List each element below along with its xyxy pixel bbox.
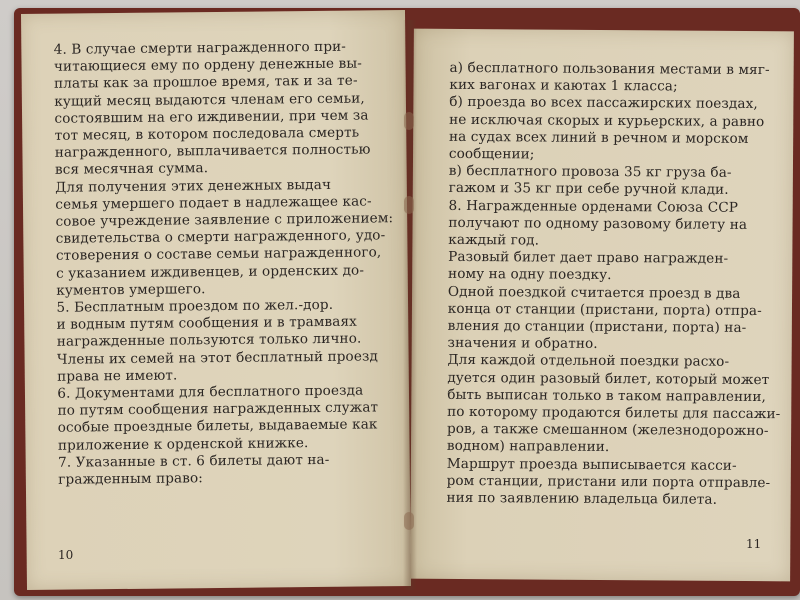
text-line: 4. В случае смерти награжденного при- bbox=[53, 38, 347, 58]
text-line: и водным путям сообщения и в трамваях bbox=[56, 313, 357, 334]
right-page-text bbox=[446, 60, 779, 510]
binding-stitch bbox=[404, 112, 414, 130]
text-line: по которому продаются билеты для пассажи- bbox=[447, 403, 781, 423]
text-line: читающиеся ему по ордену денежные вы- bbox=[53, 55, 362, 75]
text-line: на судах всех линий в речном и морском bbox=[448, 128, 749, 147]
text-line: ров, а также смешанном (железнодорожно- bbox=[446, 421, 769, 440]
text-line: Разовый билет дает право награжден- bbox=[448, 249, 729, 268]
text-line: семья умершего подает в надлежащее кас- bbox=[55, 193, 372, 213]
text-line: дуется один разовый билет, который может bbox=[447, 369, 770, 388]
text-line: вся месячная сумма. bbox=[54, 160, 209, 179]
text-line: с указанием иждивенцев, и орденских до- bbox=[56, 262, 365, 282]
text-line: в) бесплатного провоза 35 кг груза ба- bbox=[448, 163, 732, 182]
text-line: Маршрут проезда выписывается касси- bbox=[446, 455, 737, 474]
text-line: Для получения этих денежных выдач bbox=[55, 176, 332, 196]
text-line: свидетельства о смерти награжденного, удо- bbox=[55, 227, 386, 248]
text-line: приложение к орденской книжке. bbox=[57, 434, 309, 454]
text-line: не исключая скорых и курьерских, а равно bbox=[449, 111, 765, 130]
page-number-left: 10 bbox=[58, 548, 74, 562]
text-line: ром станции, пристани или порта отправле- bbox=[446, 472, 771, 491]
text-line: награжденного, выплачивается полностью bbox=[54, 141, 371, 161]
text-line: Для каждой отдельной поездки расхо- bbox=[447, 352, 730, 371]
text-line: б) проезда во всех пассажирских поездах, bbox=[449, 94, 758, 113]
text-line: особые проездные билеты, выдаваемые как bbox=[57, 416, 378, 437]
text-line: кументов умершего. bbox=[56, 281, 206, 299]
text-line: конца от станции (пристани, порта) отпра- bbox=[447, 300, 762, 319]
text-line: вления до станции (пристани, порта) на- bbox=[447, 317, 747, 336]
text-line: ких вагонах и каютах 1 класса; bbox=[449, 77, 678, 95]
text-line: Члены их семей на этот бесплатный проезд bbox=[56, 348, 378, 368]
text-line: получают по одному разовому билету на bbox=[448, 214, 748, 233]
text-line: ному на одну поездку. bbox=[448, 266, 612, 284]
binding-stitch bbox=[404, 512, 414, 530]
text-line: 7. Указанные в ст. 6 билеты дают на- bbox=[57, 451, 330, 471]
text-line: 5. Бесплатным проездом по жел.-дор. bbox=[56, 296, 334, 316]
text-line: а) бесплатного пользования местами в мяг- bbox=[449, 59, 770, 79]
binding-stitch bbox=[404, 196, 414, 214]
text-line: совое учреждение заявление с приложением: bbox=[55, 210, 394, 230]
text-line: гажом и 35 кг при себе ручной клади. bbox=[448, 180, 729, 199]
book-spine-gutter bbox=[403, 20, 417, 590]
text-line: тот месяц, в котором последовала смерть bbox=[54, 124, 360, 144]
text-line: Одной поездкой считается проезд в два bbox=[447, 283, 741, 302]
text-line: гражденным право: bbox=[58, 470, 204, 488]
text-line: 6. Документами для бесплатного проезда bbox=[57, 382, 364, 402]
text-line: по путям сообщения награжденных служат bbox=[57, 399, 379, 420]
text-line: 8. Награжденные орденами Союза ССР bbox=[448, 197, 739, 216]
text-line: ния по заявлению владельца билета. bbox=[446, 489, 718, 508]
text-line: награжденные пользуются только лично. bbox=[56, 331, 362, 351]
text-line: быть выписан только в таком направлении, bbox=[447, 386, 767, 405]
text-line: права не имеют. bbox=[57, 367, 178, 385]
text-line: каждый год. bbox=[448, 231, 540, 249]
text-line: стоверения о составе семьи награжденного, bbox=[55, 244, 382, 265]
text-line: состоявшим на его иждивении, при чем за bbox=[54, 107, 369, 127]
text-line: значения и обратно. bbox=[447, 335, 598, 353]
text-line: платы как за прошлое время, так и за те- bbox=[54, 73, 358, 93]
text-line: сообщении; bbox=[448, 145, 535, 163]
page-number-right: 11 bbox=[746, 537, 762, 551]
left-page-text bbox=[54, 38, 397, 489]
text-line: кущий месяц выдаются членам его семьи, bbox=[54, 90, 365, 110]
text-line: водном) направлении. bbox=[446, 438, 610, 456]
